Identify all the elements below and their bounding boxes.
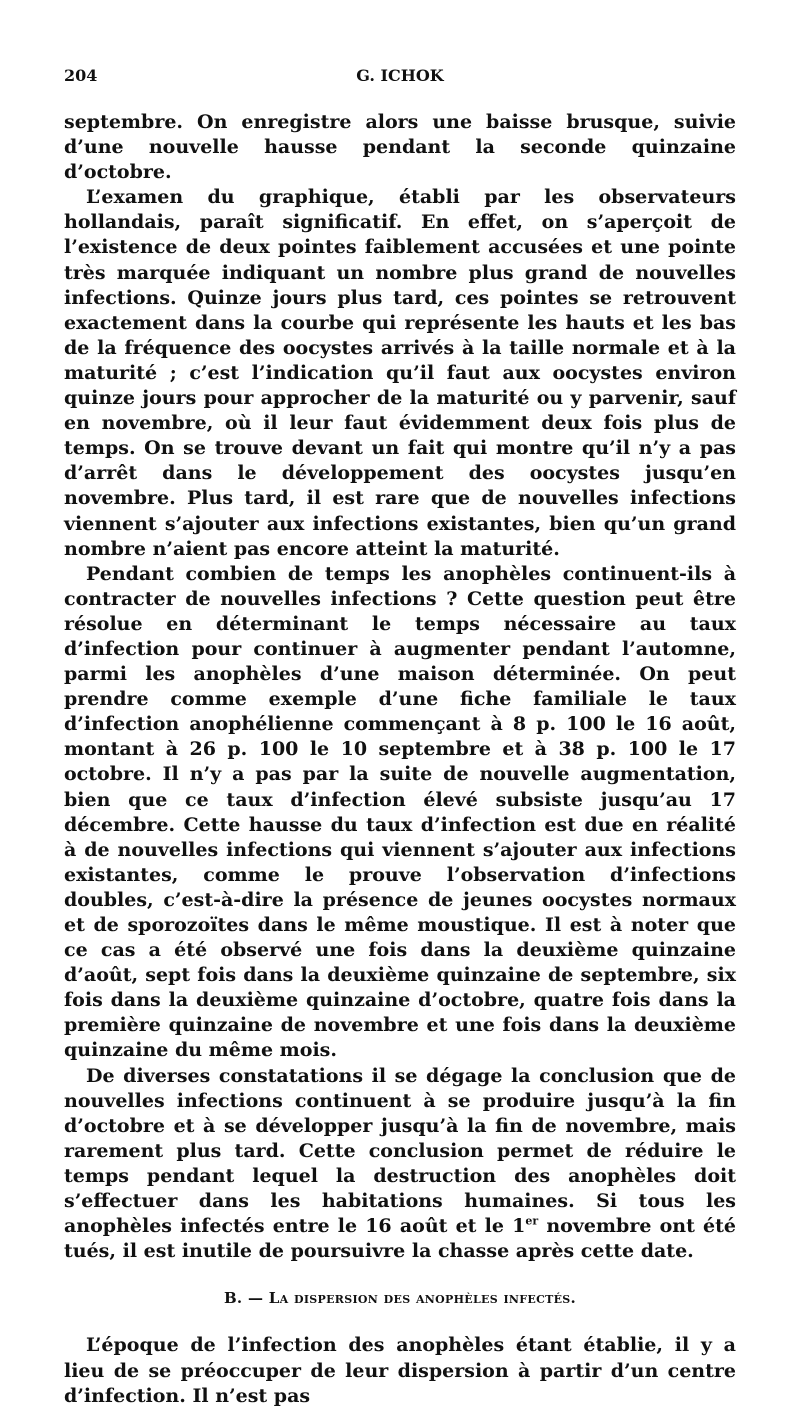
paragraph-1: septembre. On enregistre alors une baisse brusque, suivie d’une nouvelle hausse pendant la seconde quinzaine d’octobre. (64, 111, 736, 184)
section-heading (64, 1286, 736, 1311)
section-label: B. — (223, 1289, 269, 1308)
paragraph-3: Pendant combien de temps les anophèles continuent-ils à contracter de nouvelles infections ? Cette question peut être résolue en déterminant le temps nécessaire au taux d’infection pour continuer à augmenter pendant l’automne, parmi les anophèles d’une maison déterminée. On peut prendre comme exemple d’une fiche familiale le taux d’infection anophélienne commençant à 8 p. 100 le 16 août, montant à 26 p. 100 le 10 septembre et à 38 p. 100 le 17 octobre. Il n’y a pas par la suite de nouvelle augmentation, bien que ce taux d’infection élevé subsiste jusqu’au 17 décembre. Cette hausse du taux d’infection est due en réalité à de nouvelles infections qui viennent s’ajouter aux infections existantes, comme le prouve l’observation d’infections doubles, c’est-à-dire la présence de jeunes oocystes normaux et de sporozoïtes dans le même moustique. Il est à noter que ce cas a été observé une fois dans la deuxième quinzaine d’août, sept fois dans la deuxième quinzaine de septembre, six fois dans la deuxième quinzaine d’octobre, quatre fois dans la première quinzaine de novembre et une fois dans la deuxième quinzaine du même mois. (64, 562, 736, 1062)
paragraph-5: L’époque de l’infection des anophèles étant établie, il y a lieu de se préoccuper de leur dispersion à partir d’un centre d’infection. Il n’est pas (64, 1334, 736, 1407)
paragraph-4 (64, 1064, 736, 1265)
page-header (64, 66, 736, 90)
paragraph-2: L’examen du graphique, établi par les observateurs hollandais, paraît significatif. En effet, on s’aperçoit de l’existence de deux pointes faiblement accusées et une pointe très marquée indiquant un nombre plus grand de nouvelles infections. Quinze jours plus tard, ces pointes se retrouvent exactement dans la courbe qui représente les hauts et les bas de la fréquence des oocystes arrivés à la taille normale et à la maturité ; c’est l’indication qu’il faut aux oocystes environ quinze jours pour approcher de la maturité ou y parvenir, sauf en novembre, où il leur faut évidemment deux fois plus de temps. On se trouve devant un fait qui montre qu’il n’y a pas d’arrêt dans le développement des oocystes jusqu’en novembre. Plus tard, il est rare que de nouvelles infections viennent s’ajouter aux infections existantes, bien qu’un grand nombre n’aient pas encore atteint la maturité. (64, 186, 736, 560)
section-title: La dispersion des anophèles infectés. (268, 1289, 577, 1308)
running-head: G. ICHOK (356, 66, 444, 85)
ordinal-superscript: er (525, 1214, 539, 1228)
paragraph-4-text-end: novembre ont été tués, il est inutile de poursuivre la chasse après cette date. (64, 1215, 736, 1263)
paragraph-4-text: De diverses constatations il se dégage la conclusion que de nouvelles infections continuent à se produire jusqu’à la fin d’octobre et à se développer jusqu’à la fin de novembre, mais rarement plus tard. Cette conclusion permet de réduire le temps pendant lequel la destruction des anophèles doit s’effectuer dans les habitations humaines. Si tous les anophèles infectés entre le 16 août et le 1 (64, 1064, 736, 1238)
page-number: 204 (64, 66, 98, 85)
body-text (64, 110, 736, 1409)
